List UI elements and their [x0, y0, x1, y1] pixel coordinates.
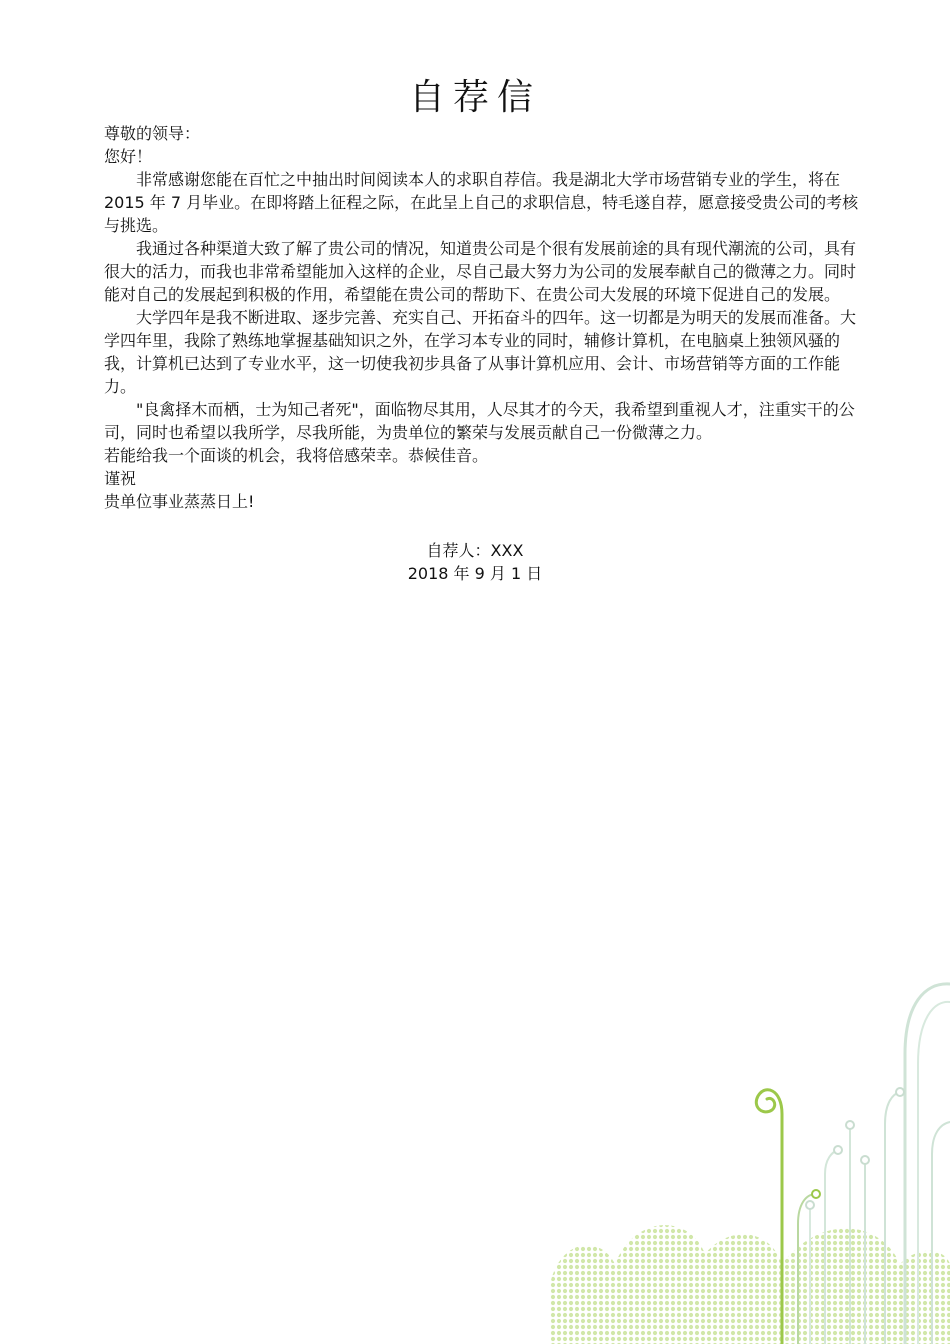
paragraph-4: "良禽择木而栖，士为知己者死"，面临物尽其用，人尽其才的今天，我希望到重视人才，注重实干的公司，同时也希望以我所学，尽我所能，为贵单位的繁荣与发展贡献自己一份微薄之力。 [104, 400, 855, 442]
letter-body [104, 122, 864, 513]
paragraph-1: 非常感谢您能在百忙之中抽出时间阅读本人的求职自荐信。我是湖北大学市场营销专业的学生，将在 2015 年 7 月毕业。在即将踏上征程之际，在此呈上自己的求职信息，特毛遂自荐，愿意接受贵公司的考核与挑选。 [104, 170, 859, 235]
green-bud [812, 1190, 820, 1198]
signature: 自荐人：XXX [426, 541, 524, 560]
paragraph-3: 大学四年是我不断进取、逐步完善、充实自己、开拓奋斗的四年。这一切都是为明天的发展而准备。大学四年里，我除了熟练地掌握基础知识之外，在学习本专业的同时，辅修计算机，在电脑桌上独领风骚的我，计算机已达到了专业水平，这一切使我初步具备了从事计算机应用、会计、市场营销等方面的工作能力。 [104, 308, 857, 396]
closing-line: 若能给我一个面谈的机会，我将倍感荣幸。恭候佳音。 [104, 446, 489, 465]
vine-bud-2 [846, 1121, 854, 1129]
wish-line: 贵单位事业蒸蒸日上! [104, 492, 255, 511]
letter-date: 2018 年 9 月 1 日 [407, 564, 543, 583]
letter-title: 自荐信 [408, 77, 541, 118]
vine-bud-4 [834, 1146, 842, 1154]
dot-pattern-shape [550, 1225, 950, 1344]
vine-bud-5 [896, 1088, 904, 1096]
paragraph-2: 我通过各种渠道大致了解了贵公司的情况，知道贵公司是个很有发展前途的具有现代潮流的公司，具有很大的活力，而我也非常希望能加入这样的企业，尽自己最大努力为公司的发展奉献自己的微薄之力。同时能对自己的发展起到积极的作用，希望能在贵公司的帮助下、在贵公司大发展的环境下促进自己的发展。 [104, 239, 857, 304]
plant-decoration-illustration [520, 964, 950, 1344]
vine-bud-3 [806, 1201, 814, 1209]
vine-bud-1 [861, 1156, 869, 1164]
greeting: 您好！ [104, 147, 153, 166]
salutation: 尊敬的领导： [104, 124, 201, 143]
regards: 谨祝 [104, 469, 137, 488]
